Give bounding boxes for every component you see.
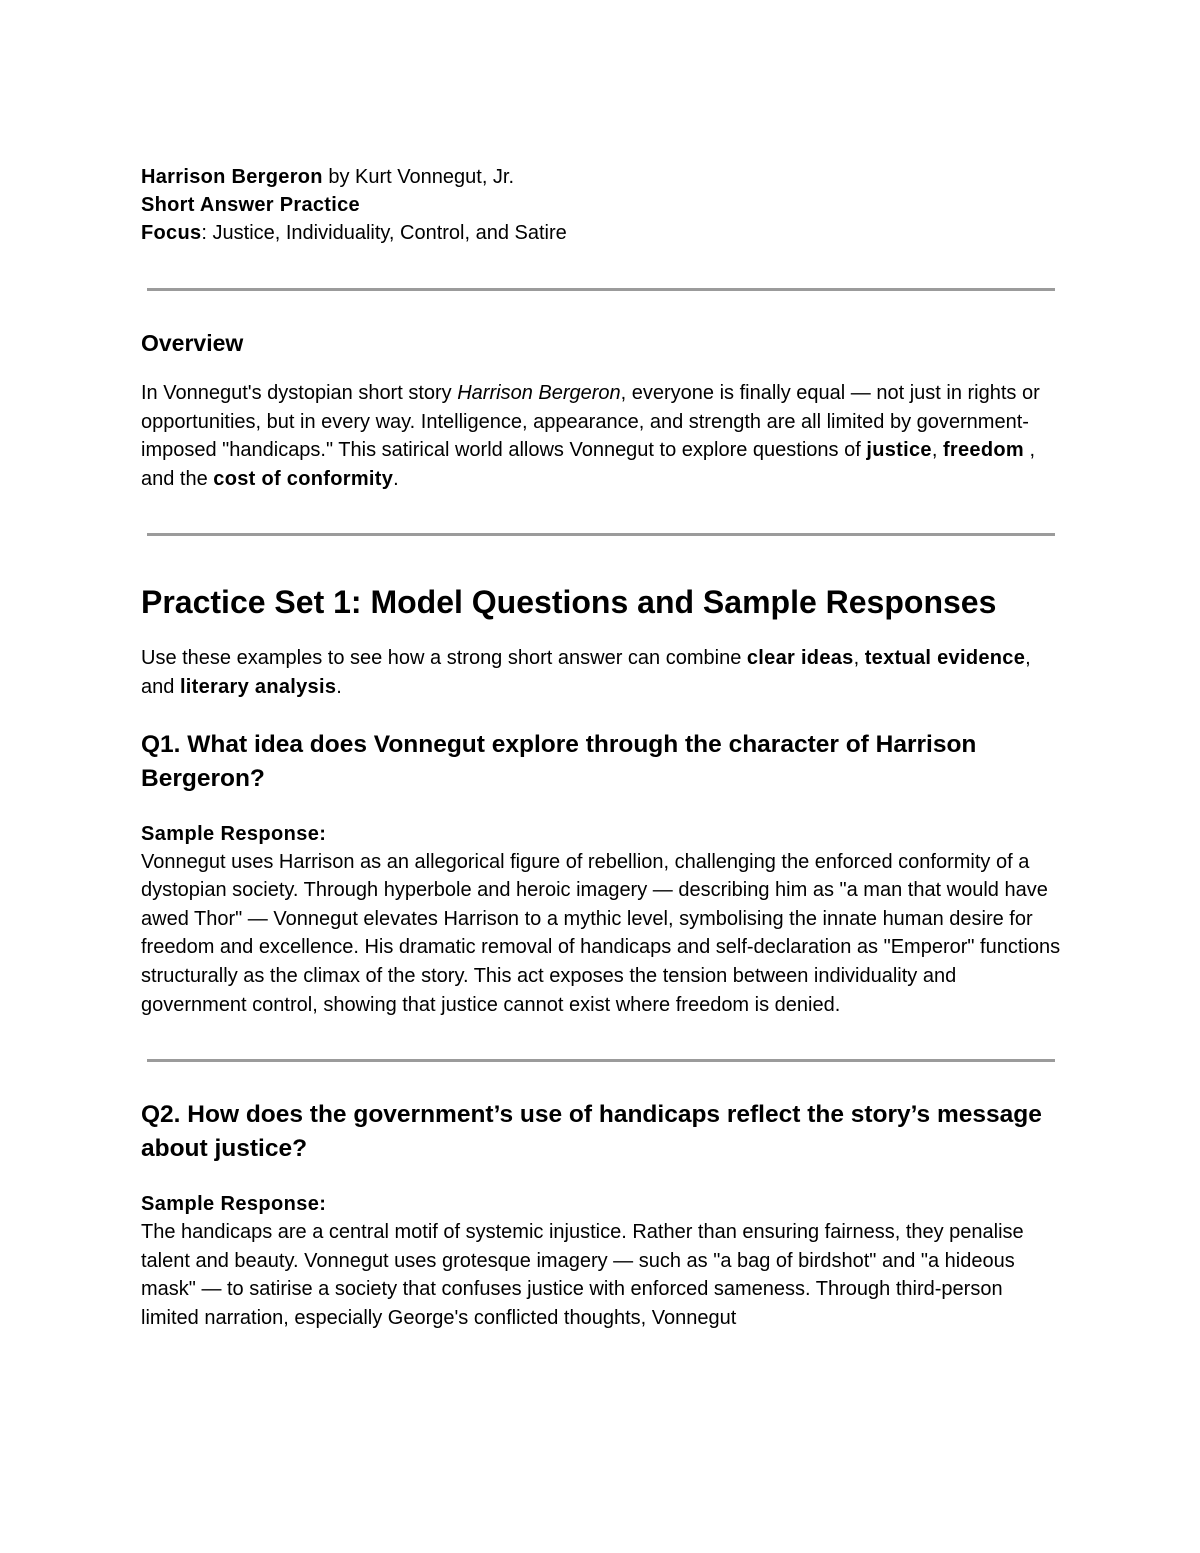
story-title-italic: Harrison Bergeron — [457, 382, 621, 404]
term-clear-ideas: clear ideas — [746, 647, 854, 670]
term-freedom: freedom — [942, 439, 1024, 462]
term-literary-analysis: literary analysis — [179, 675, 337, 698]
question-2-response: The handicaps are a central motif of systemic injustice. Rather than ensuring fairness, they penalise talent and beauty. Vonnegut uses grotesque imagery — such as "a bag of birdshot" and "a hideous mask" — to satirise a society that confuses justice with enforced sameness. Through third-person limited narration, especially George's conflicted thoughts, Vonnegut — [141, 1221, 1024, 1329]
document-page — [141, 163, 1061, 1333]
sample-response-label: Sample Response: — [141, 1193, 327, 1216]
focus-line — [141, 219, 1061, 247]
practice-set-heading: Practice Set 1: Model Questions and Sample Responses — [141, 584, 997, 621]
story-title: Harrison Bergeron — [141, 166, 323, 188]
term-cost-of-conformity: cost of conformity — [213, 467, 394, 490]
document-subtitle: Short Answer Practice — [141, 194, 360, 216]
overview-paragraph: In Vonnegut's dystopian short story Harrison Bergeron, everyone is finally equal — not just in rights or opportunities, but in every way. Intelligence, appearance, and strength are all limited by government-imposed "handicaps." This satirical world allows Vonnegut to explore questions of justice, freedom , and the cost of conformity. — [141, 382, 1040, 490]
focus-label: Focus — [141, 222, 202, 244]
practice-set-intro: Use these examples to see how a strong short answer can combine clear ideas, textual evidence, and literary analysis. — [141, 647, 1031, 698]
focus-text: : Justice, Individuality, Control, and Satire — [201, 222, 567, 244]
question-1-heading: Q1. What idea does Vonnegut explore through the character of Harrison Bergeron? — [141, 730, 977, 792]
document-title-line — [141, 163, 1061, 191]
term-textual-evidence: textual evidence — [864, 647, 1026, 670]
question-2-heading: Q2. How does the government’s use of handicaps reflect the story’s message about justice? — [141, 1101, 1042, 1163]
author-text: by Kurt Vonnegut, Jr. — [322, 166, 515, 188]
overview-heading: Overview — [141, 330, 244, 356]
term-justice: justice — [866, 439, 932, 462]
sample-response-label: Sample Response: — [141, 822, 327, 845]
question-1-response: Vonnegut uses Harrison as an allegorical figure of rebellion, challenging the enforced conformity of a dystopian society. Through hyperbole and heroic imagery — describing him as "a man that would have awed Thor" — Vonnegut elevates Harrison to a mythic level, symbolising the innate human desire for freedom and excellence. His dramatic removal of handicaps and self-declaration as "Emperor" functions structurally as the climax of the story. This act exposes the tension between individuality and government control, showing that justice cannot exist where freedom is denied. — [141, 850, 1061, 1016]
